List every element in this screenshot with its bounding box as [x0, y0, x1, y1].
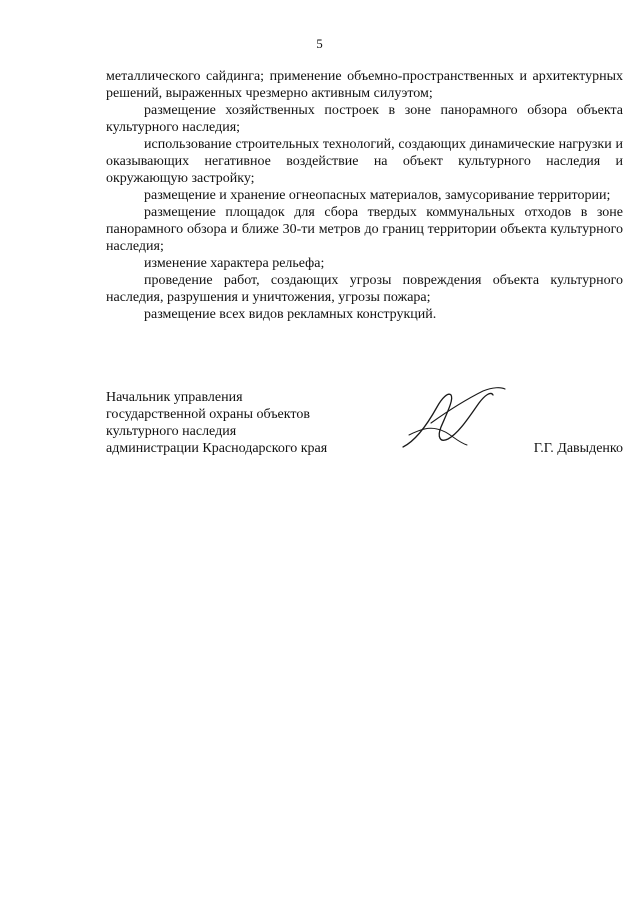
position-line: государственной охраны объектов [106, 407, 310, 422]
position-line: Начальник управления [106, 390, 243, 405]
signature-block [106, 389, 623, 469]
handwritten-signature [401, 383, 507, 453]
position-line: администрации Краснодарского края [106, 441, 328, 456]
document-body [106, 68, 623, 323]
paragraph: размещение и хранение огнеопасных материалов, замусоривание территории; [144, 188, 611, 203]
page-number: 5 [316, 36, 323, 51]
position-line: культурного наследия [106, 424, 237, 439]
paragraph: размещение хозяйственных построек в зоне панорамного обзора объекта культурного наследия; [106, 103, 623, 135]
paragraph: использование строительных технологий, создающих динамические нагрузки и оказывающих негативное воздействие на объект культурного наследия и окружающую застройку; [106, 137, 623, 186]
signer-position [106, 389, 327, 457]
paragraph: размещение площадок для сбора твердых коммунальных отходов в зоне панорамного обзора и ближе 30-ти метров до границ территории объекта культурного наследия; [106, 205, 623, 254]
signer-name: Г.Г. Давыденко [533, 441, 623, 456]
paragraph: проведение работ, создающих угрозы повреждения объекта культурного наследия, разрушения и уничтожения, угрозы пожара; [106, 273, 623, 305]
paragraph: изменение характера рельефа; [144, 256, 325, 271]
paragraph: металлического сайдинга; применение объемно-пространственных и архитектурных решений, выраженных чрезмерно активным силуэтом; [106, 69, 623, 101]
paragraph: размещение всех видов рекламных конструкций. [144, 307, 437, 322]
